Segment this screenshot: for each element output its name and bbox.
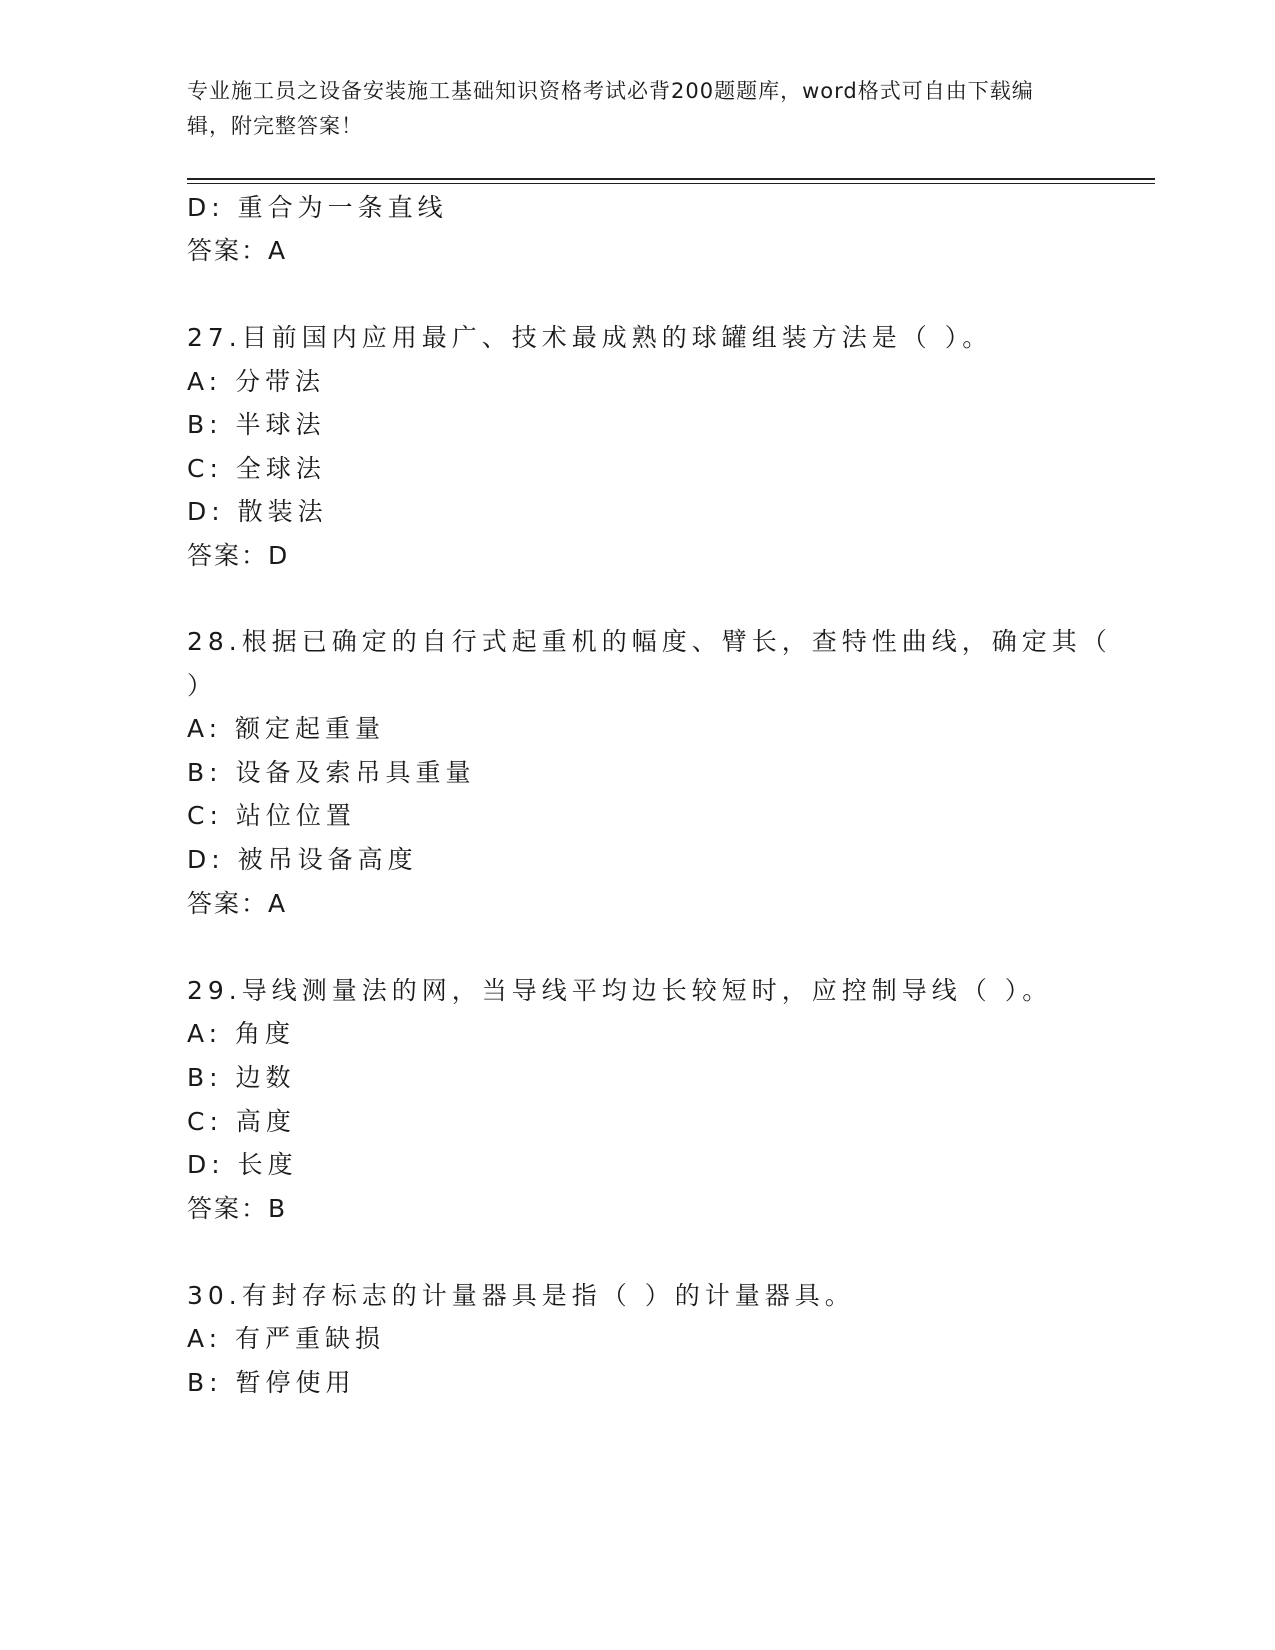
q27-answer: 答案：D — [187, 541, 290, 570]
q28-option-c: C: 站位位置 — [187, 801, 356, 830]
q28-stem-line2: ） — [187, 671, 218, 700]
q28-answer: 答案：A — [187, 889, 288, 918]
q28-option-b: B: 设备及索吊具重量 — [187, 758, 476, 787]
q26-answer: 答案：A — [187, 236, 288, 265]
q28-stem-line1: 28.根据已确定的自行式起重机的幅度、臂长，查特性曲线，确定其（ — [187, 627, 1112, 656]
q27-stem: 27.目前国内应用最广、技术最成熟的球罐组装方法是（ ）。 — [187, 323, 993, 352]
header-rule-thin — [187, 183, 1155, 184]
document-header: 专业施工员之设备安装施工基础知识资格考试必背200题题库，word格式可自由下载编辑，附完整答案！ — [187, 79, 1034, 138]
q29-option-d: D: 长度 — [187, 1150, 298, 1179]
header-rule-thick — [187, 178, 1155, 180]
q28-option-a: A: 额定起重量 — [187, 714, 386, 743]
q30-option-a: A: 有严重缺损 — [187, 1324, 386, 1353]
q28-option-d: D: 被吊设备高度 — [187, 845, 418, 874]
q27-option-c: C: 全球法 — [187, 454, 326, 483]
q27-option-a: A: 分带法 — [187, 367, 326, 396]
q30-option-b: B: 暂停使用 — [187, 1368, 356, 1397]
q26-option-d: D: 重合为一条直线 — [187, 193, 448, 222]
q29-option-c: C: 高度 — [187, 1107, 296, 1136]
q27-option-d: D: 散装法 — [187, 497, 328, 526]
q27-option-b: B: 半球法 — [187, 410, 326, 439]
q29-option-b: B: 边数 — [187, 1063, 296, 1092]
q30-stem: 30.有封存标志的计量器具是指（ ）的计量器具。 — [187, 1281, 855, 1310]
q29-stem: 29.导线测量法的网，当导线平均边长较短时，应控制导线（ ）。 — [187, 976, 1053, 1005]
q29-option-a: A: 角度 — [187, 1019, 296, 1048]
q29-answer: 答案：B — [187, 1194, 288, 1223]
